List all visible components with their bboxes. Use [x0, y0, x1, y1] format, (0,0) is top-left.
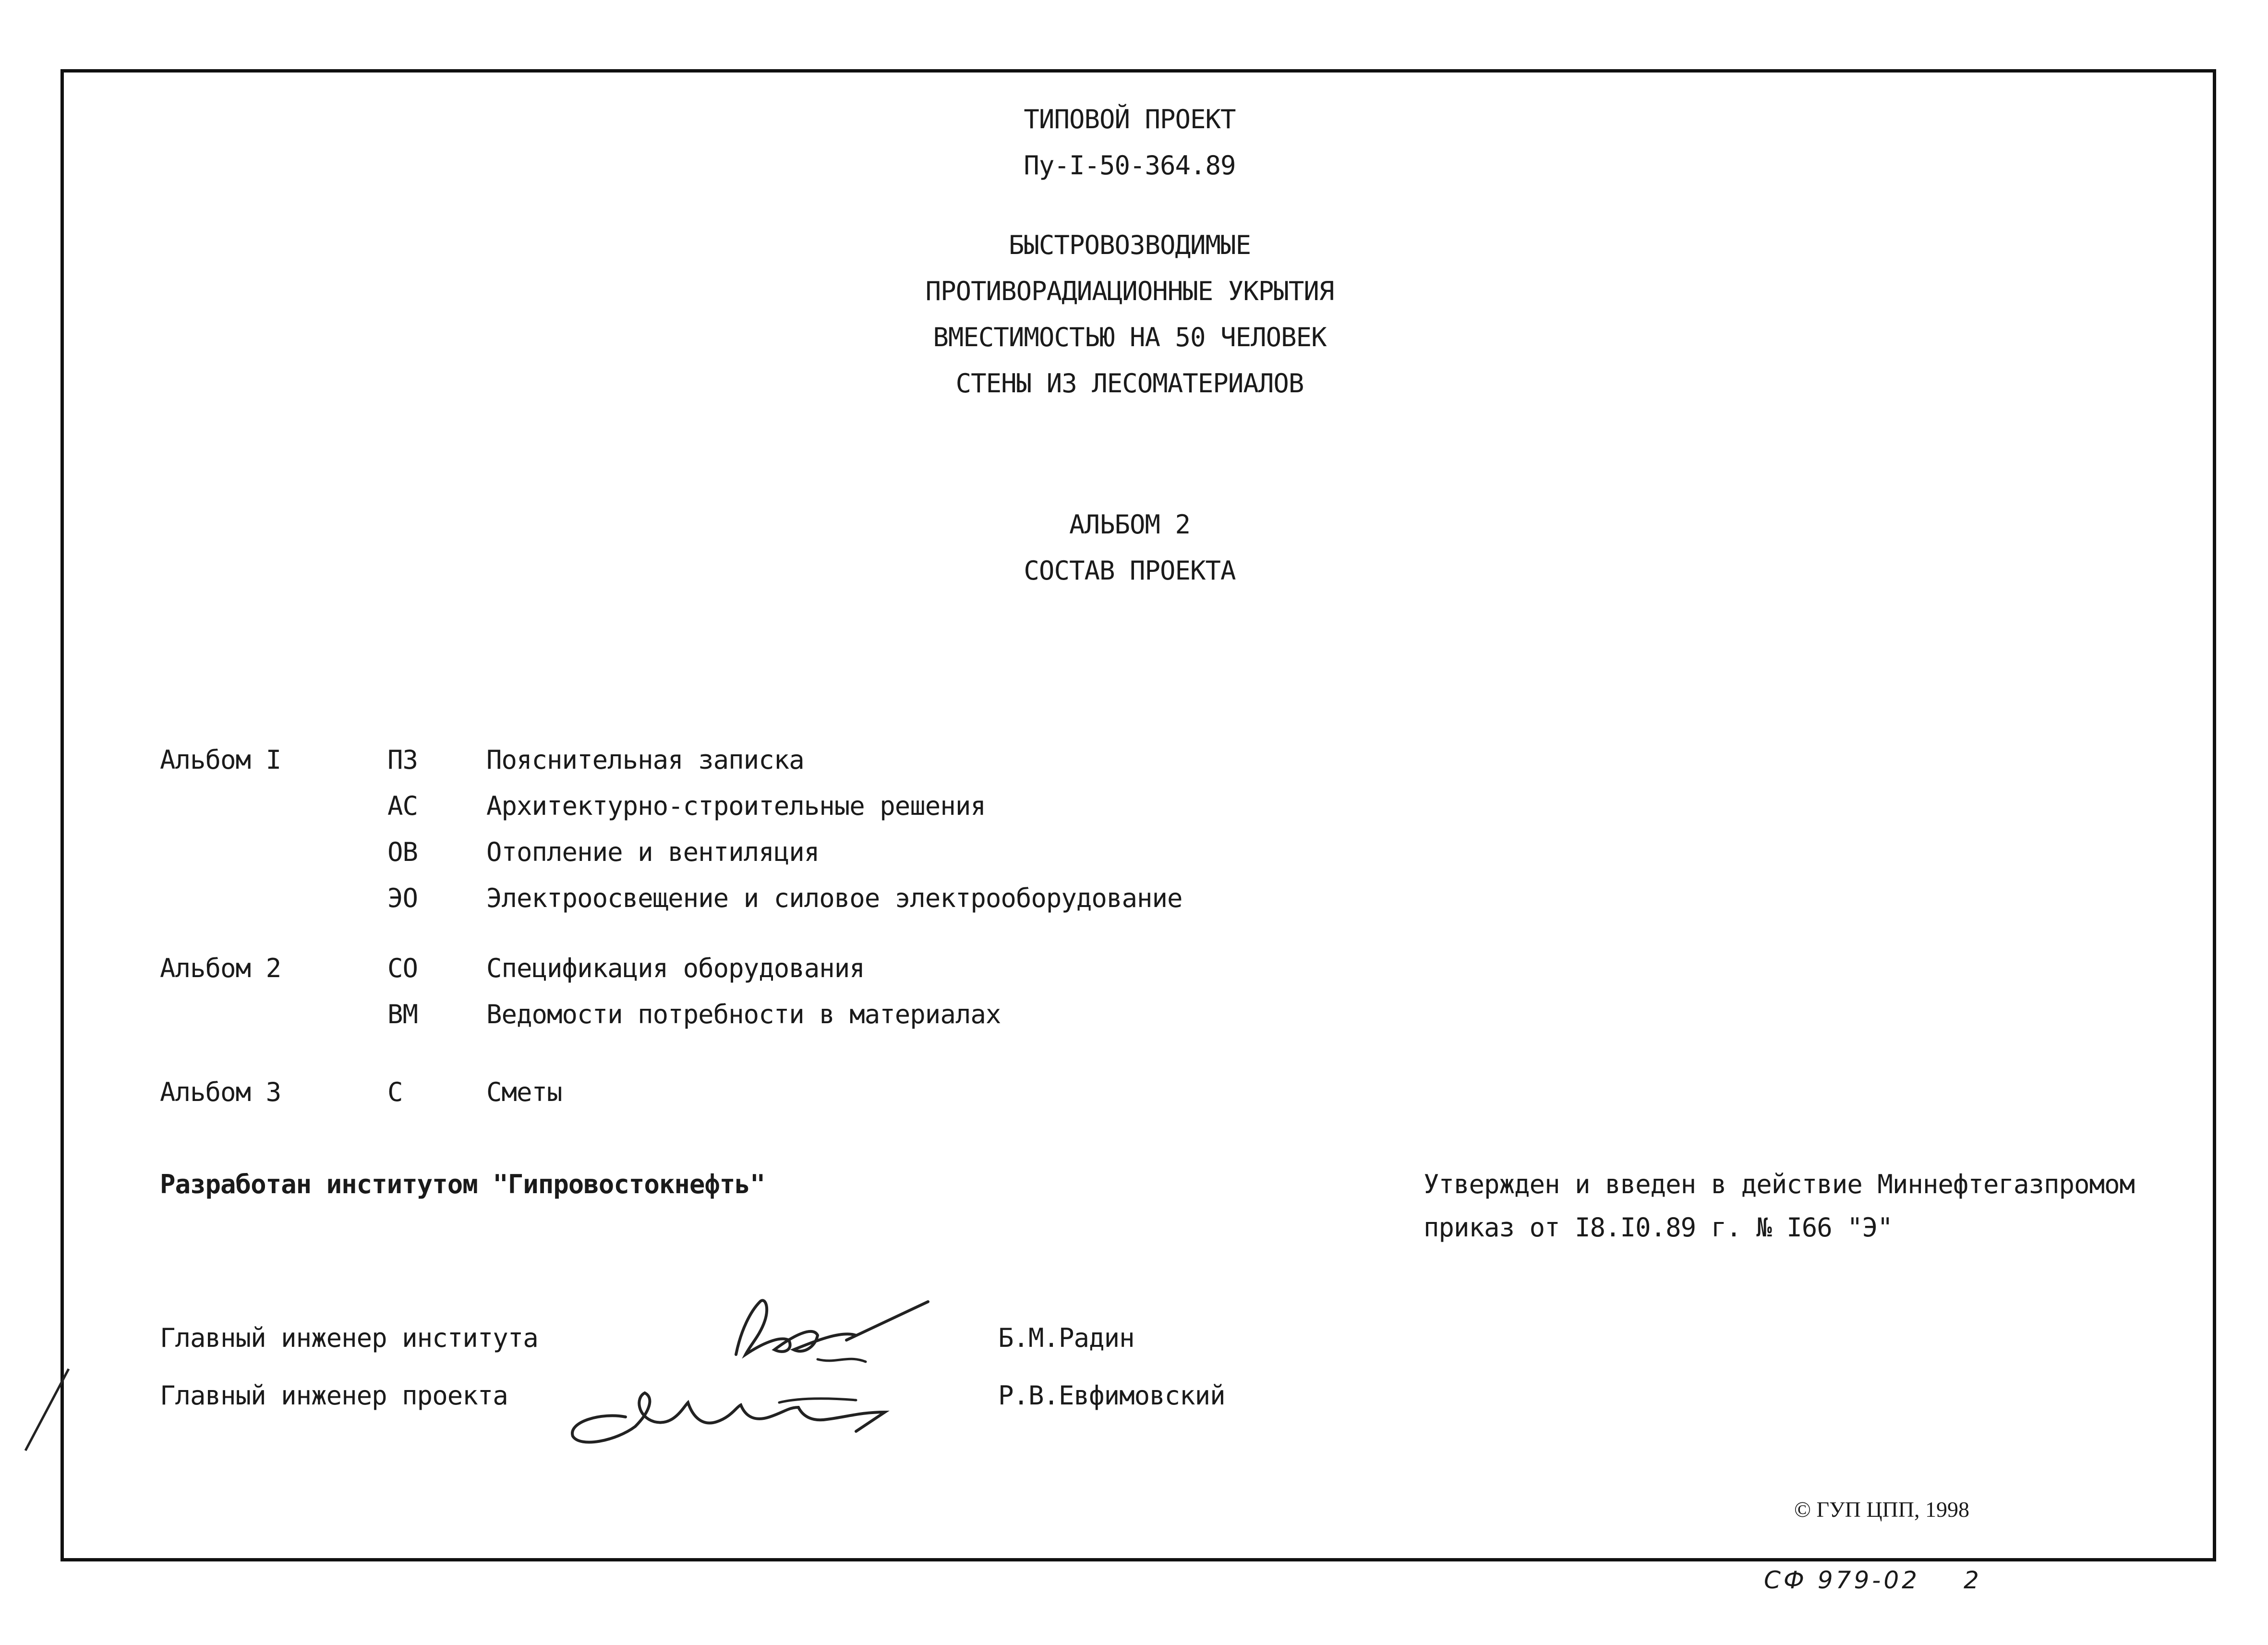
album-3-item-1-name: Сметы: [486, 1077, 562, 1107]
album-3-label: Альбом 3: [160, 1077, 281, 1107]
album-1-item-3-code: ОВ: [387, 837, 418, 867]
signatory-1-role: Главный инженер института: [160, 1323, 538, 1353]
album-1-item-1-name: Пояснительная записка: [486, 745, 804, 775]
archive-stamp-page: 2: [1964, 1566, 1982, 1594]
album-2-item-2-code: ВМ: [387, 999, 418, 1029]
signature-2: [558, 1359, 923, 1455]
album-1-label: Альбом I: [160, 745, 281, 775]
album-2-item-1-code: СО: [387, 953, 418, 983]
album-2-label: Альбом 2: [160, 953, 281, 983]
title-line-4: СТЕНЫ ИЗ ЛЕСОМАТЕРИАЛОВ: [955, 368, 1304, 399]
title-page-frame: [60, 69, 2216, 1561]
approval-line-2: приказ от I8.I0.89 г. № I66 "Э": [1424, 1212, 1893, 1243]
title-line-1: БЫСТРОВОЗВОДИМЫЕ: [1008, 230, 1251, 260]
project-code: Пу-I-50-364.89: [1024, 150, 1236, 181]
title-line-2: ПРОТИВОРАДИАЦИОННЫЕ УКРЫТИЯ: [925, 276, 1334, 306]
album-1-item-2-code: АС: [387, 791, 418, 821]
document-type: ТИПОВОЙ ПРОЕКТ: [1024, 104, 1236, 134]
album-1-item-4-name: Электроосвещение и силовое электрооборудование: [486, 883, 1182, 913]
album-2-item-2-name: Ведомости потребности в материалах: [486, 999, 1001, 1029]
album-3-item-1-code: С: [387, 1077, 403, 1107]
signatory-2-name: Р.В.Евфимовский: [998, 1380, 1225, 1411]
copyright-notice: © ГУП ЦПП, 1998: [1794, 1497, 1969, 1522]
margin-tick-mark: [21, 1359, 78, 1455]
album-1-item-3-name: Отопление и вентиляция: [486, 837, 820, 867]
composition-heading: СОСТАВ ПРОЕКТА: [1024, 556, 1236, 586]
archive-stamp-code: СФ 979-02: [1764, 1566, 1920, 1594]
album-2-item-1-name: Спецификация оборудования: [486, 953, 865, 983]
album-1-item-4-code: ЭО: [387, 883, 418, 913]
album-1-item-1-code: ПЗ: [387, 745, 418, 775]
developer-note: Разработан институтом "Гипровостокнефть": [160, 1169, 765, 1199]
album-1-item-2-name: Архитектурно-строительные решения: [486, 791, 986, 821]
approval-line-1: Утвержден и введен в действие Миннефтегазпромом: [1424, 1169, 2135, 1199]
signatory-1-name: Б.М.Радин: [998, 1323, 1134, 1353]
album-heading: АЛЬБОМ 2: [1069, 509, 1191, 540]
title-line-3: ВМЕСТИМОСТЬЮ НА 50 ЧЕЛОВЕК: [933, 322, 1327, 352]
signatory-2-role: Главный инженер проекта: [160, 1380, 508, 1411]
